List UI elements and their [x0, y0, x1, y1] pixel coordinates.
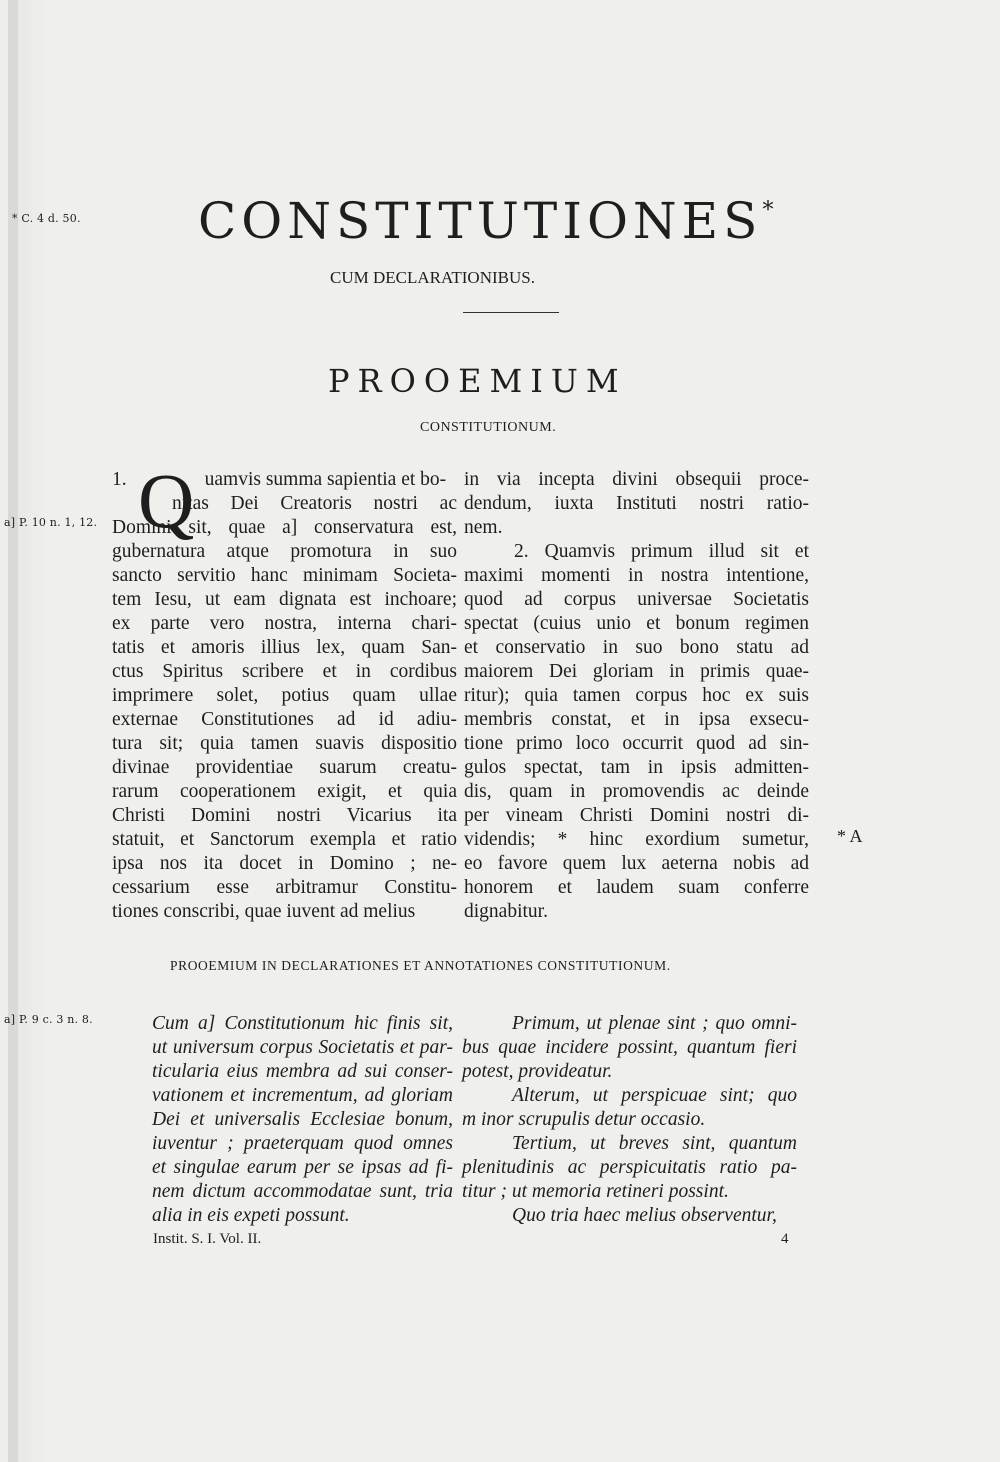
section-subtitle: CONSTITUTIONUM. [420, 420, 557, 435]
main-subtitle: CUM DECLARATIONIBUS. [330, 268, 535, 287]
footer-volume: Instit. S. I. Vol. II. [153, 1231, 262, 1247]
text-line: sancto servitio hanc minimam Societa- [112, 565, 457, 586]
text-line: nem dictum accommodatae sunt, tria [152, 1181, 453, 1202]
text-line: plenitudinis ac perspicuitatis ratio pa- [462, 1157, 797, 1178]
declarations-heading: PROOEMIUM IN DECLARATIONES ET ANNOTATIONES CONSTITUTIONUM. [170, 958, 671, 973]
text-line: maiorem Dei gloriam in primis quae- [464, 661, 809, 682]
text-line: quod ad corpus universae Societatis [464, 589, 809, 610]
text-line: tura sit; quia tamen suavis dispositio [112, 733, 457, 754]
main-title-text: CONSTITUTIONES [198, 192, 763, 250]
text-line: ipsa nos ita docet in Domino ; ne- [112, 853, 457, 874]
text-line: eo favore quem lux aeterna nobis ad [464, 853, 809, 874]
title-footnote-mark: * [762, 198, 774, 223]
text-line: videndis; * hinc exordium sumetur, [464, 829, 809, 850]
section-title: PROOEMIUM [328, 362, 627, 400]
text-line: Quo tria haec melius observentur, [512, 1205, 777, 1226]
text-line: tem Iesu, ut eam dignata est inchoare; [112, 589, 457, 610]
text-line: Domini sit, quae a] conservatura est, [112, 517, 457, 538]
text-line: tiones conscribi, quae iuvent ad melius [112, 901, 416, 922]
text-line: nem. [464, 517, 503, 538]
text-line: Cum a] Constitutionum hic finis sit, [152, 1013, 453, 1034]
drop-cap: Q [138, 457, 195, 544]
text-line: bus quae incidere possint, quantum fieri [462, 1037, 797, 1058]
margin-note-title-ref: * C. 4 d. 50. [12, 212, 81, 225]
text-line: per vineam Christi Domini nostri di- [464, 805, 809, 826]
footer-page-number: 4 [781, 1231, 789, 1247]
text-line: membris constat, et in ipsa exsecu- [464, 709, 809, 730]
text-line: ctus Spiritus scribere et in cordibus [112, 661, 457, 682]
text-line: 2. Quamvis primum illud sit et [514, 541, 809, 562]
text-line: dignabitur. [464, 901, 548, 922]
divider-rule [463, 312, 559, 313]
margin-note-ref-decl: a] P. 9 c. 3 n. 8. [4, 1013, 93, 1026]
text-line: ex parte vero nostra, interna chari- [112, 613, 457, 634]
declarations-column-1 [152, 1012, 453, 1228]
text-line: in via incepta divini obsequii proce- [464, 469, 809, 490]
side-mark-a: * A [837, 826, 863, 846]
text-line: ticularia eius membra ad sui conser- [152, 1061, 453, 1082]
text-line: imprimere solet, potius quam ullae [112, 685, 457, 706]
declarations-column-2 [462, 1012, 797, 1228]
text-line: Tertium, ut breves sint, quantum [512, 1133, 797, 1154]
text-line: et conservatio in suo bono statu ad [464, 637, 809, 658]
text-line: Christi Domini nostri Vicarius ita [112, 805, 457, 826]
text-line: gubernatura atque promotura in suo [112, 541, 457, 562]
text-line: ut universum corpus Societatis et par- [152, 1037, 453, 1058]
text-line: m inor scrupulis detur occasio. [462, 1109, 706, 1130]
text-line: statuit, et Sanctorum exempla et ratio [112, 829, 457, 850]
text-line: divinae providentiae suarum creatu- [112, 757, 457, 778]
main-title [198, 192, 773, 250]
text-line: iuventur ; praeterquam quod omnes [152, 1133, 453, 1154]
proemium-column-2 [464, 468, 809, 924]
text-line: Dei et universalis Ecclesiae bonum, [152, 1109, 453, 1130]
text-line: spectat (cuius unio et bonum regimen [464, 613, 809, 634]
text-line: tione primo loco occurrit quod ad sin- [464, 733, 809, 754]
text-line: dendum, iuxta Instituti nostri ratio- [464, 493, 809, 514]
proemium-column-1 [112, 457, 457, 924]
text-line: Primum, ut plenae sint ; quo omni- [512, 1013, 797, 1034]
text-line: honorem et laudem suam conferre [464, 877, 809, 898]
text-line: ritur); quia tamen corpus hoc ex suis [464, 685, 809, 706]
text-line: cessarium esse arbitramur Constitu- [112, 877, 457, 898]
text-line: titur ; ut memoria retineri possint. [462, 1181, 729, 1202]
text-line: potest, provideatur. [462, 1061, 613, 1082]
text-line: externae Constitutiones ad id adiu- [112, 709, 457, 730]
text-line: nitas Dei Creatoris nostri ac [172, 493, 457, 514]
text-line: maximi momenti in nostra intentione, [464, 565, 809, 586]
text-line: 1. uamvis summa sapientia et bo- [112, 469, 447, 490]
text-line: dis, quam in promovendis ac deinde [464, 781, 809, 802]
text-line: gulos spectat, tam in ipsis admitten- [464, 757, 809, 778]
text-line: alia in eis expeti possunt. [152, 1205, 350, 1226]
margin-note-ref-a: a] P. 10 n. 1, 12. [4, 516, 98, 529]
text-line: rarum cooperationem exigit, et quia [112, 781, 457, 802]
page [4, 0, 1000, 1462]
text-line: et singulae earum per se ipsas ad fi- [152, 1157, 453, 1178]
text-line: Alterum, ut perspicuae sint; quo [512, 1085, 797, 1106]
text-line: tatis et amoris illius lex, quam San- [112, 637, 457, 658]
text-line: vationem et incrementum, ad gloriam [152, 1085, 453, 1106]
